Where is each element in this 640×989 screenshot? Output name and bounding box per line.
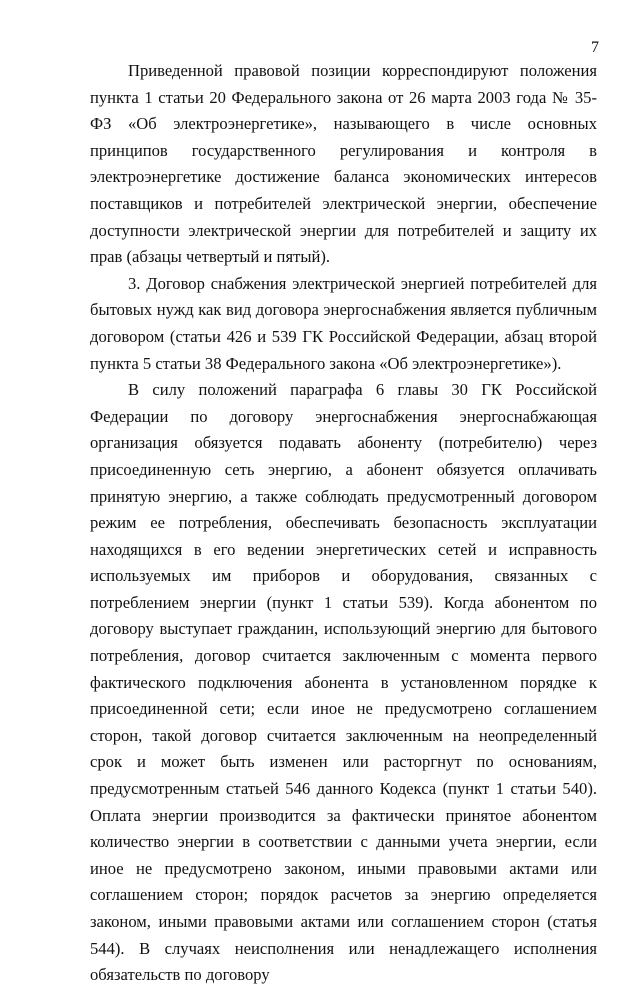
page-number: 7 (591, 39, 599, 56)
paragraph-energy-supply-contract: В силу положений параграфа 6 главы 30 ГК Российской Федерации по договору энергоснабжения энергоснабжающая организация обязуется подавать абоненту (потребителю) через присоединенную сеть энергию, а абонент обязуется оплачивать принятую энергию, а также соблюдать предусмотренный договором режим ее потребления, обеспечивать безопасность эксплуатации находящихся в его ведении энергетических сетей и исправность используемых им приборов и оборудования, связанных с потреблением энергии (пункт 1 статьи 539). Когда абонентом по договору выступает гражданин, использующий энергию для бытового потребления, договор считается заключенным с момента первого фактического подключения абонента в установленном порядке к присоединенной сети; если иное не предусмотрено соглашением сторон, такой договор считается заключенным на неопределенный срок и может быть изменен или расторгнут по основаниям, предусмотренным статьей 546 данного Кодекса (пункт 1 статьи 540). Оплата энергии производится за фактически принятое абонентом количество энергии в соответствии с данными учета энергии, если иное не предусмотрено законом, иными правовыми актами или соглашением сторон; порядок расчетов за энергию определяется законом, иными правовыми актами или соглашением сторон (статья 544). В случаях неисполнения или ненадлежащего исполнения обязательств по договору (90, 380, 597, 985)
paragraph-legal-position: Приведенной правовой позиции корреспондируют положения пункта 1 статьи 20 Федерального закона от 26 марта 2003 года № 35-ФЗ «Об электроэнергетике», называющего в числе основных принципов государственного регулирования и контроля в электроэнергетике достижение баланса экономических интересов поставщиков и потребителей электрической энергии, обеспечение доступности электрической энергии для потребителей и защиту их прав (абзацы четвертый и пятый). (90, 61, 597, 267)
document-body (90, 58, 597, 989)
paragraph-point-3: 3. Договор снабжения электрической энергией потребителей для бытовых нужд как вид договора энергоснабжения является публичным договором (статьи 426 и 539 ГК Российской Федерации, абзац второй пункта 5 статьи 38 Федерального закона «Об электроэнергетике»). (90, 273, 597, 373)
